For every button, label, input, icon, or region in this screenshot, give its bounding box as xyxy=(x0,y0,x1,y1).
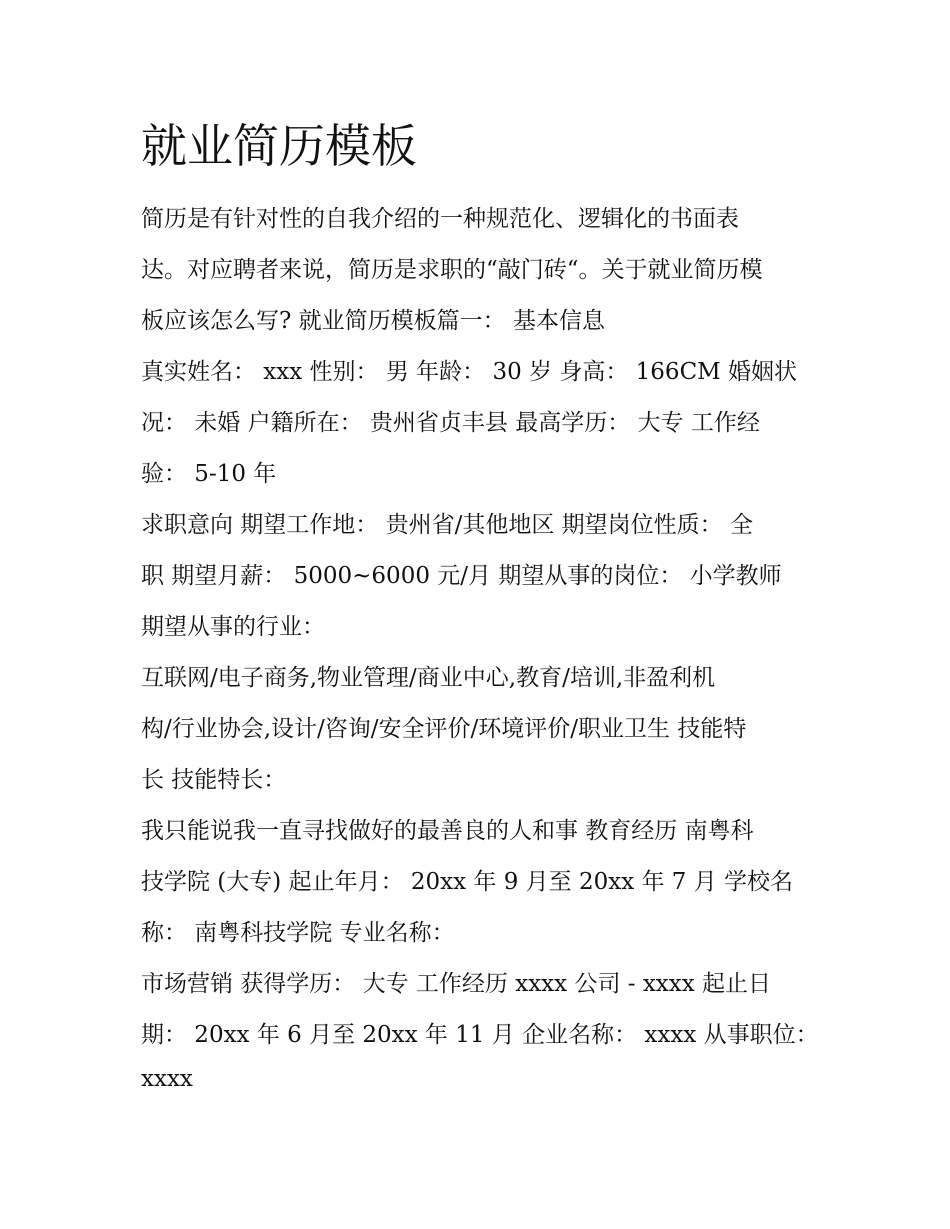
text-line: 技学院 (大专) 起止年月： 20xx 年 9 月至 20xx 年 7 月 学校名 xyxy=(141,869,794,895)
text-line: 板应该怎么写? 就业简历模板篇一： 基本信息 xyxy=(141,308,605,334)
text-line: 称： 南粤科技学院 专业名称： xyxy=(141,920,455,946)
text-line: 互联网/电子商务,物业管理/商业中心,教育/培训,非盈利机 xyxy=(141,665,716,691)
text-line: 期： 20xx 年 6 月至 20xx 年 11 月 企业名称： xxxx 从事职位： xyxy=(141,1022,819,1048)
text-line: 构/行业协会,设计/咨询/安全评价/环境评价/职业卫生 技能特 xyxy=(141,716,747,742)
text-line: 达。对应聘者来说，简历是求职的“敲门砖“。关于就业简历模 xyxy=(141,257,763,283)
text-line: 验： 5-10 年 xyxy=(141,461,277,487)
text-line: 市场营销 获得学历： 大专 工作经历 xxxx 公司 - xxxx 起止日 xyxy=(141,971,772,997)
text-line: 长 技能特长： xyxy=(141,767,287,793)
text-line: 况： 未婚 户籍所在： 贵州省贞丰县 最高学历： 大专 工作经 xyxy=(141,410,760,436)
text-line: 职 期望月薪： 5000~6000 元/月 期望从事的岗位： 小学教师 xyxy=(141,563,782,589)
text-line: 期望从事的行业： xyxy=(141,614,325,640)
text-line: 求职意向 期望工作地： 贵州省/其他地区 期望岗位性质： 全 xyxy=(141,512,753,538)
text-line: 简历是有针对性的自我介绍的一种规范化、逻辑化的书面表 xyxy=(141,206,739,232)
text-line: 我只能说我一直寻找做好的最善良的人和事 教育经历 南粤科 xyxy=(141,818,754,844)
document-title: 就业简历模板 xyxy=(141,119,417,173)
text-line: xxxx xyxy=(141,1066,193,1092)
text-line: 真实姓名： xxx 性别： 男 年龄： 30 岁 身高： 166CM 婚姻状 xyxy=(141,359,798,385)
